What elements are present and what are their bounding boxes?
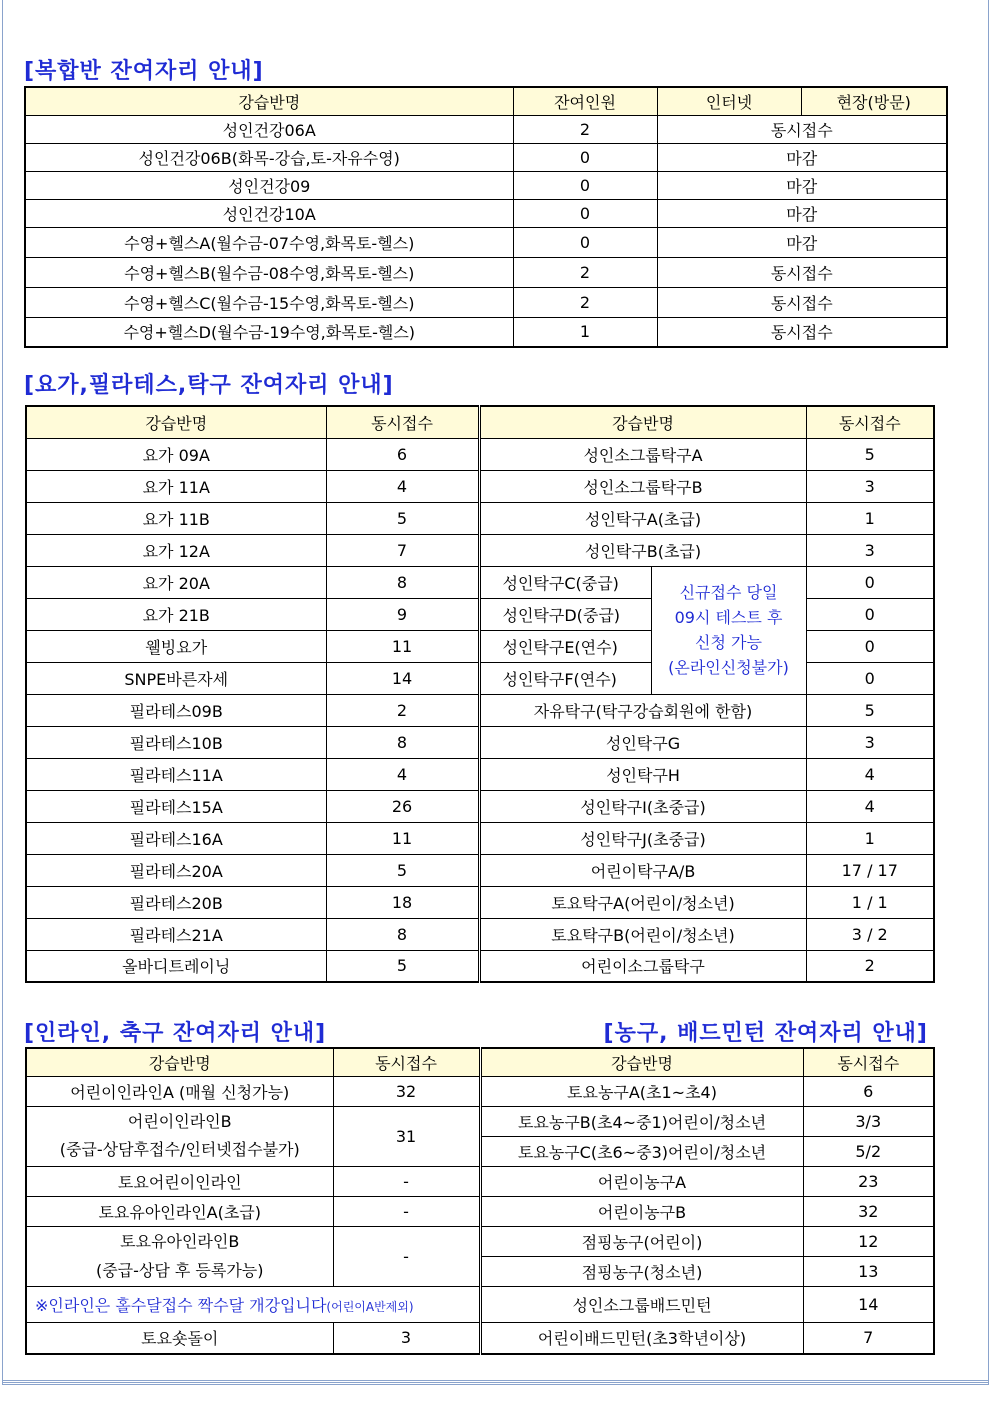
count: 8 xyxy=(326,918,479,950)
class-name: 필라테스20B xyxy=(26,886,326,918)
count: 6 xyxy=(326,438,479,470)
header-remaining: 잔여인원 xyxy=(513,87,657,115)
count: 3 xyxy=(806,726,934,758)
remaining-count: 1 xyxy=(513,317,657,347)
class-name: 성인탁구H xyxy=(479,758,806,790)
count: 26 xyxy=(326,790,479,822)
class-name: 성인건강06A xyxy=(25,115,513,143)
remaining-count: 0 xyxy=(513,227,657,257)
class-name: 성인소그룹배드민턴 xyxy=(480,1286,803,1322)
count: 5 xyxy=(806,694,934,726)
remaining-count: 2 xyxy=(513,287,657,317)
section3-title-left: [인라인, 축구 잔여자리 안내] xyxy=(24,1021,327,1046)
count: 3 xyxy=(806,470,934,502)
count: 8 xyxy=(326,726,479,758)
class-name: 어린이농구B xyxy=(480,1196,803,1226)
section3-title-right: [농구, 배드민턴 잔여자리 안내] xyxy=(603,1021,928,1046)
count: 13 xyxy=(803,1256,934,1286)
table-row xyxy=(26,758,934,790)
count: 23 xyxy=(803,1166,934,1196)
class-name: 필라테스11A xyxy=(26,758,326,790)
table-row xyxy=(26,950,934,982)
class-name: 어린이탁구A/B xyxy=(479,854,806,886)
count: 5 xyxy=(326,950,479,982)
header-count-right: 동시접수 xyxy=(806,406,934,438)
class-name: 어린이배드민턴(초3학년이상) xyxy=(480,1322,803,1354)
class-name-line: 어린이인라인B xyxy=(127,1112,232,1131)
registration-status: 마감 xyxy=(657,199,947,227)
table-row xyxy=(25,199,947,227)
table-row xyxy=(26,1226,934,1256)
count: 32 xyxy=(803,1196,934,1226)
table-row xyxy=(26,1166,934,1196)
header-internet: 인터넷 xyxy=(657,87,801,115)
section3-table xyxy=(25,1047,935,1355)
count: 4 xyxy=(326,470,479,502)
count: 0 xyxy=(806,662,934,694)
remaining-count: 2 xyxy=(513,257,657,287)
count: 11 xyxy=(326,630,479,662)
table-tennis-note xyxy=(651,566,806,694)
table-row xyxy=(26,470,934,502)
table-row xyxy=(25,317,947,347)
section1-title: [복합반 잔여자리 안내] xyxy=(24,59,264,84)
registration-status: 마감 xyxy=(657,171,947,199)
count: 3 xyxy=(806,534,934,566)
table-row xyxy=(26,694,934,726)
count: 7 xyxy=(803,1322,934,1354)
count: 2 xyxy=(326,694,479,726)
count: 32 xyxy=(333,1076,480,1106)
count: 31 xyxy=(333,1106,480,1166)
class-name: 성인탁구C(중급) xyxy=(479,566,651,598)
header-class-name-left: 강습반명 xyxy=(26,406,326,438)
class-name: 요가 20A xyxy=(26,566,326,598)
class-name: 성인탁구A(초급) xyxy=(479,502,806,534)
table-row xyxy=(25,227,947,257)
class-name: 수영+헬스D(월수금-19수영,화목토-헬스) xyxy=(25,317,513,347)
count: 1 xyxy=(806,502,934,534)
class-name: 어린이인라인A (매월 신청가능) xyxy=(26,1076,333,1106)
class-name: 성인건강10A xyxy=(25,199,513,227)
header-class-name-right: 강습반명 xyxy=(480,1048,803,1076)
count: 11 xyxy=(326,822,479,854)
table-row xyxy=(26,1322,934,1354)
class-name: 어린이소그룹탁구 xyxy=(479,950,806,982)
remaining-count: 0 xyxy=(513,143,657,171)
count: 3 xyxy=(333,1322,480,1354)
class-name: 토요농구C(초6~중3)어린이/청소년 xyxy=(480,1136,803,1166)
section2-title: [요가,필라테스,탁구 잔여자리 안내] xyxy=(24,373,394,398)
count: 9 xyxy=(326,598,479,630)
table-row xyxy=(26,790,934,822)
table-row xyxy=(26,918,934,950)
class-name: 성인소그룹탁구A xyxy=(479,438,806,470)
class-name: 토요어린이인라인 xyxy=(26,1166,333,1196)
table-header-row xyxy=(25,87,947,115)
class-name-line: (중급-상담후접수/인터넷접수불가) xyxy=(59,1140,300,1159)
registration-status: 마감 xyxy=(657,227,947,257)
registration-status: 동시접수 xyxy=(657,115,947,143)
count: 5/2 xyxy=(803,1136,934,1166)
class-name xyxy=(26,1106,333,1166)
class-name: 수영+헬스A(월수금-07수영,화목토-헬스) xyxy=(25,227,513,257)
count: 3/3 xyxy=(803,1106,934,1136)
count: 14 xyxy=(326,662,479,694)
note-line: 신청 가능 xyxy=(695,633,762,652)
class-name: 성인탁구D(중급) xyxy=(479,598,651,630)
table-row xyxy=(25,287,947,317)
class-name-line: 토요유아인라인B xyxy=(120,1232,240,1251)
count: 1 xyxy=(806,822,934,854)
table-header-row xyxy=(26,406,934,438)
count: 5 xyxy=(326,854,479,886)
count: 8 xyxy=(326,566,479,598)
class-name: 필라테스20A xyxy=(26,854,326,886)
inline-note-main: ※인라인은 홀수달접수 짝수달 개강입니다 xyxy=(35,1295,327,1315)
table-row xyxy=(26,534,934,566)
remaining-count: 0 xyxy=(513,171,657,199)
class-name: 토요농구B(초4~중1)어린이/청소년 xyxy=(480,1106,803,1136)
table-row xyxy=(26,438,934,470)
table-row xyxy=(25,257,947,287)
class-name: 필라테스21A xyxy=(26,918,326,950)
count: 7 xyxy=(326,534,479,566)
class-name: 요가 09A xyxy=(26,438,326,470)
count: 14 xyxy=(803,1286,934,1322)
header-onsite: 현장(방문) xyxy=(801,87,947,115)
class-name: 성인탁구F(연수) xyxy=(479,662,651,694)
class-name: 필라테스10B xyxy=(26,726,326,758)
count: 0 xyxy=(806,566,934,598)
registration-status: 동시접수 xyxy=(657,257,947,287)
header-count-left: 동시접수 xyxy=(333,1048,480,1076)
count: 5 xyxy=(806,438,934,470)
table-row xyxy=(26,566,934,598)
registration-status: 동시접수 xyxy=(657,317,947,347)
class-name: 요가 11A xyxy=(26,470,326,502)
class-name: 성인탁구J(초중급) xyxy=(479,822,806,854)
class-name: 자유탁구(탁구강습회원에 한함) xyxy=(479,694,806,726)
class-name: 점핑농구(어린이) xyxy=(480,1226,803,1256)
count: 0 xyxy=(806,598,934,630)
class-name: 올바디트레이닝 xyxy=(26,950,326,982)
inline-note-small: (어린이A반제외) xyxy=(326,1299,414,1314)
class-name: 요가 11B xyxy=(26,502,326,534)
class-name: 수영+헬스B(월수금-08수영,화목토-헬스) xyxy=(25,257,513,287)
count: 4 xyxy=(326,758,479,790)
table-row xyxy=(25,115,947,143)
note-line: 09시 테스트 후 xyxy=(674,608,783,627)
count: 1 / 1 xyxy=(806,886,934,918)
table-row xyxy=(25,171,947,199)
note-line: 신규접수 당일 xyxy=(679,583,778,602)
section1-table xyxy=(24,86,948,348)
header-class-name: 강습반명 xyxy=(25,87,513,115)
table-row xyxy=(26,1106,934,1136)
table-row xyxy=(26,1076,934,1106)
note-line: (온라인신청불가) xyxy=(668,658,789,677)
header-count-left: 동시접수 xyxy=(326,406,479,438)
class-name xyxy=(26,1226,333,1286)
table-header-row xyxy=(26,1048,934,1076)
class-name: 성인탁구G xyxy=(479,726,806,758)
table-row xyxy=(26,726,934,758)
table-row xyxy=(26,822,934,854)
header-class-name-left: 강습반명 xyxy=(26,1048,333,1076)
table-row xyxy=(26,886,934,918)
class-name: 점핑농구(청소년) xyxy=(480,1256,803,1286)
count: 6 xyxy=(803,1076,934,1106)
count: 17 / 17 xyxy=(806,854,934,886)
table-row xyxy=(26,502,934,534)
class-name: 필라테스15A xyxy=(26,790,326,822)
count: 2 xyxy=(806,950,934,982)
table-row xyxy=(26,1196,934,1226)
class-name: 요가 21B xyxy=(26,598,326,630)
count: - xyxy=(333,1226,480,1286)
class-name: 토요숏돌이 xyxy=(26,1322,333,1354)
table-row xyxy=(26,854,934,886)
class-name: 수영+헬스C(월수금-15수영,화목토-헬스) xyxy=(25,287,513,317)
count: 4 xyxy=(806,790,934,822)
class-name-line: (중급-상담 후 등록가능) xyxy=(95,1261,264,1280)
header-count-right: 동시접수 xyxy=(803,1048,934,1076)
header-class-name-right: 강습반명 xyxy=(479,406,806,438)
count: 18 xyxy=(326,886,479,918)
count: - xyxy=(333,1196,480,1226)
class-name: 웰빙요가 xyxy=(26,630,326,662)
count: 4 xyxy=(806,758,934,790)
class-name: 성인탁구E(연수) xyxy=(479,630,651,662)
class-name: 토요유아인라인A(초급) xyxy=(26,1196,333,1226)
count: - xyxy=(333,1166,480,1196)
class-name: 성인건강09 xyxy=(25,171,513,199)
page-bottom-border xyxy=(2,1380,989,1391)
count: 3 / 2 xyxy=(806,918,934,950)
class-name: 요가 12A xyxy=(26,534,326,566)
class-name: 성인탁구I(초중급) xyxy=(479,790,806,822)
table-row xyxy=(25,143,947,171)
table-row xyxy=(26,1286,934,1322)
count: 12 xyxy=(803,1226,934,1256)
class-name: 필라테스09B xyxy=(26,694,326,726)
remaining-count: 2 xyxy=(513,115,657,143)
class-name: 성인소그룹탁구B xyxy=(479,470,806,502)
class-name: 성인건강06B(화목-강습,토-자유수영) xyxy=(25,143,513,171)
section2-table xyxy=(25,405,935,983)
class-name: SNPE바른자세 xyxy=(26,662,326,694)
class-name: 성인탁구B(초급) xyxy=(479,534,806,566)
class-name: 어린이농구A xyxy=(480,1166,803,1196)
registration-status: 마감 xyxy=(657,143,947,171)
registration-status: 동시접수 xyxy=(657,287,947,317)
class-name: 토요농구A(초1~초4) xyxy=(480,1076,803,1106)
remaining-count: 0 xyxy=(513,199,657,227)
inline-note xyxy=(26,1286,480,1322)
count: 0 xyxy=(806,630,934,662)
count: 5 xyxy=(326,502,479,534)
class-name: 토요탁구B(어린이/청소년) xyxy=(479,918,806,950)
class-name: 토요탁구A(어린이/청소년) xyxy=(479,886,806,918)
class-name: 필라테스16A xyxy=(26,822,326,854)
